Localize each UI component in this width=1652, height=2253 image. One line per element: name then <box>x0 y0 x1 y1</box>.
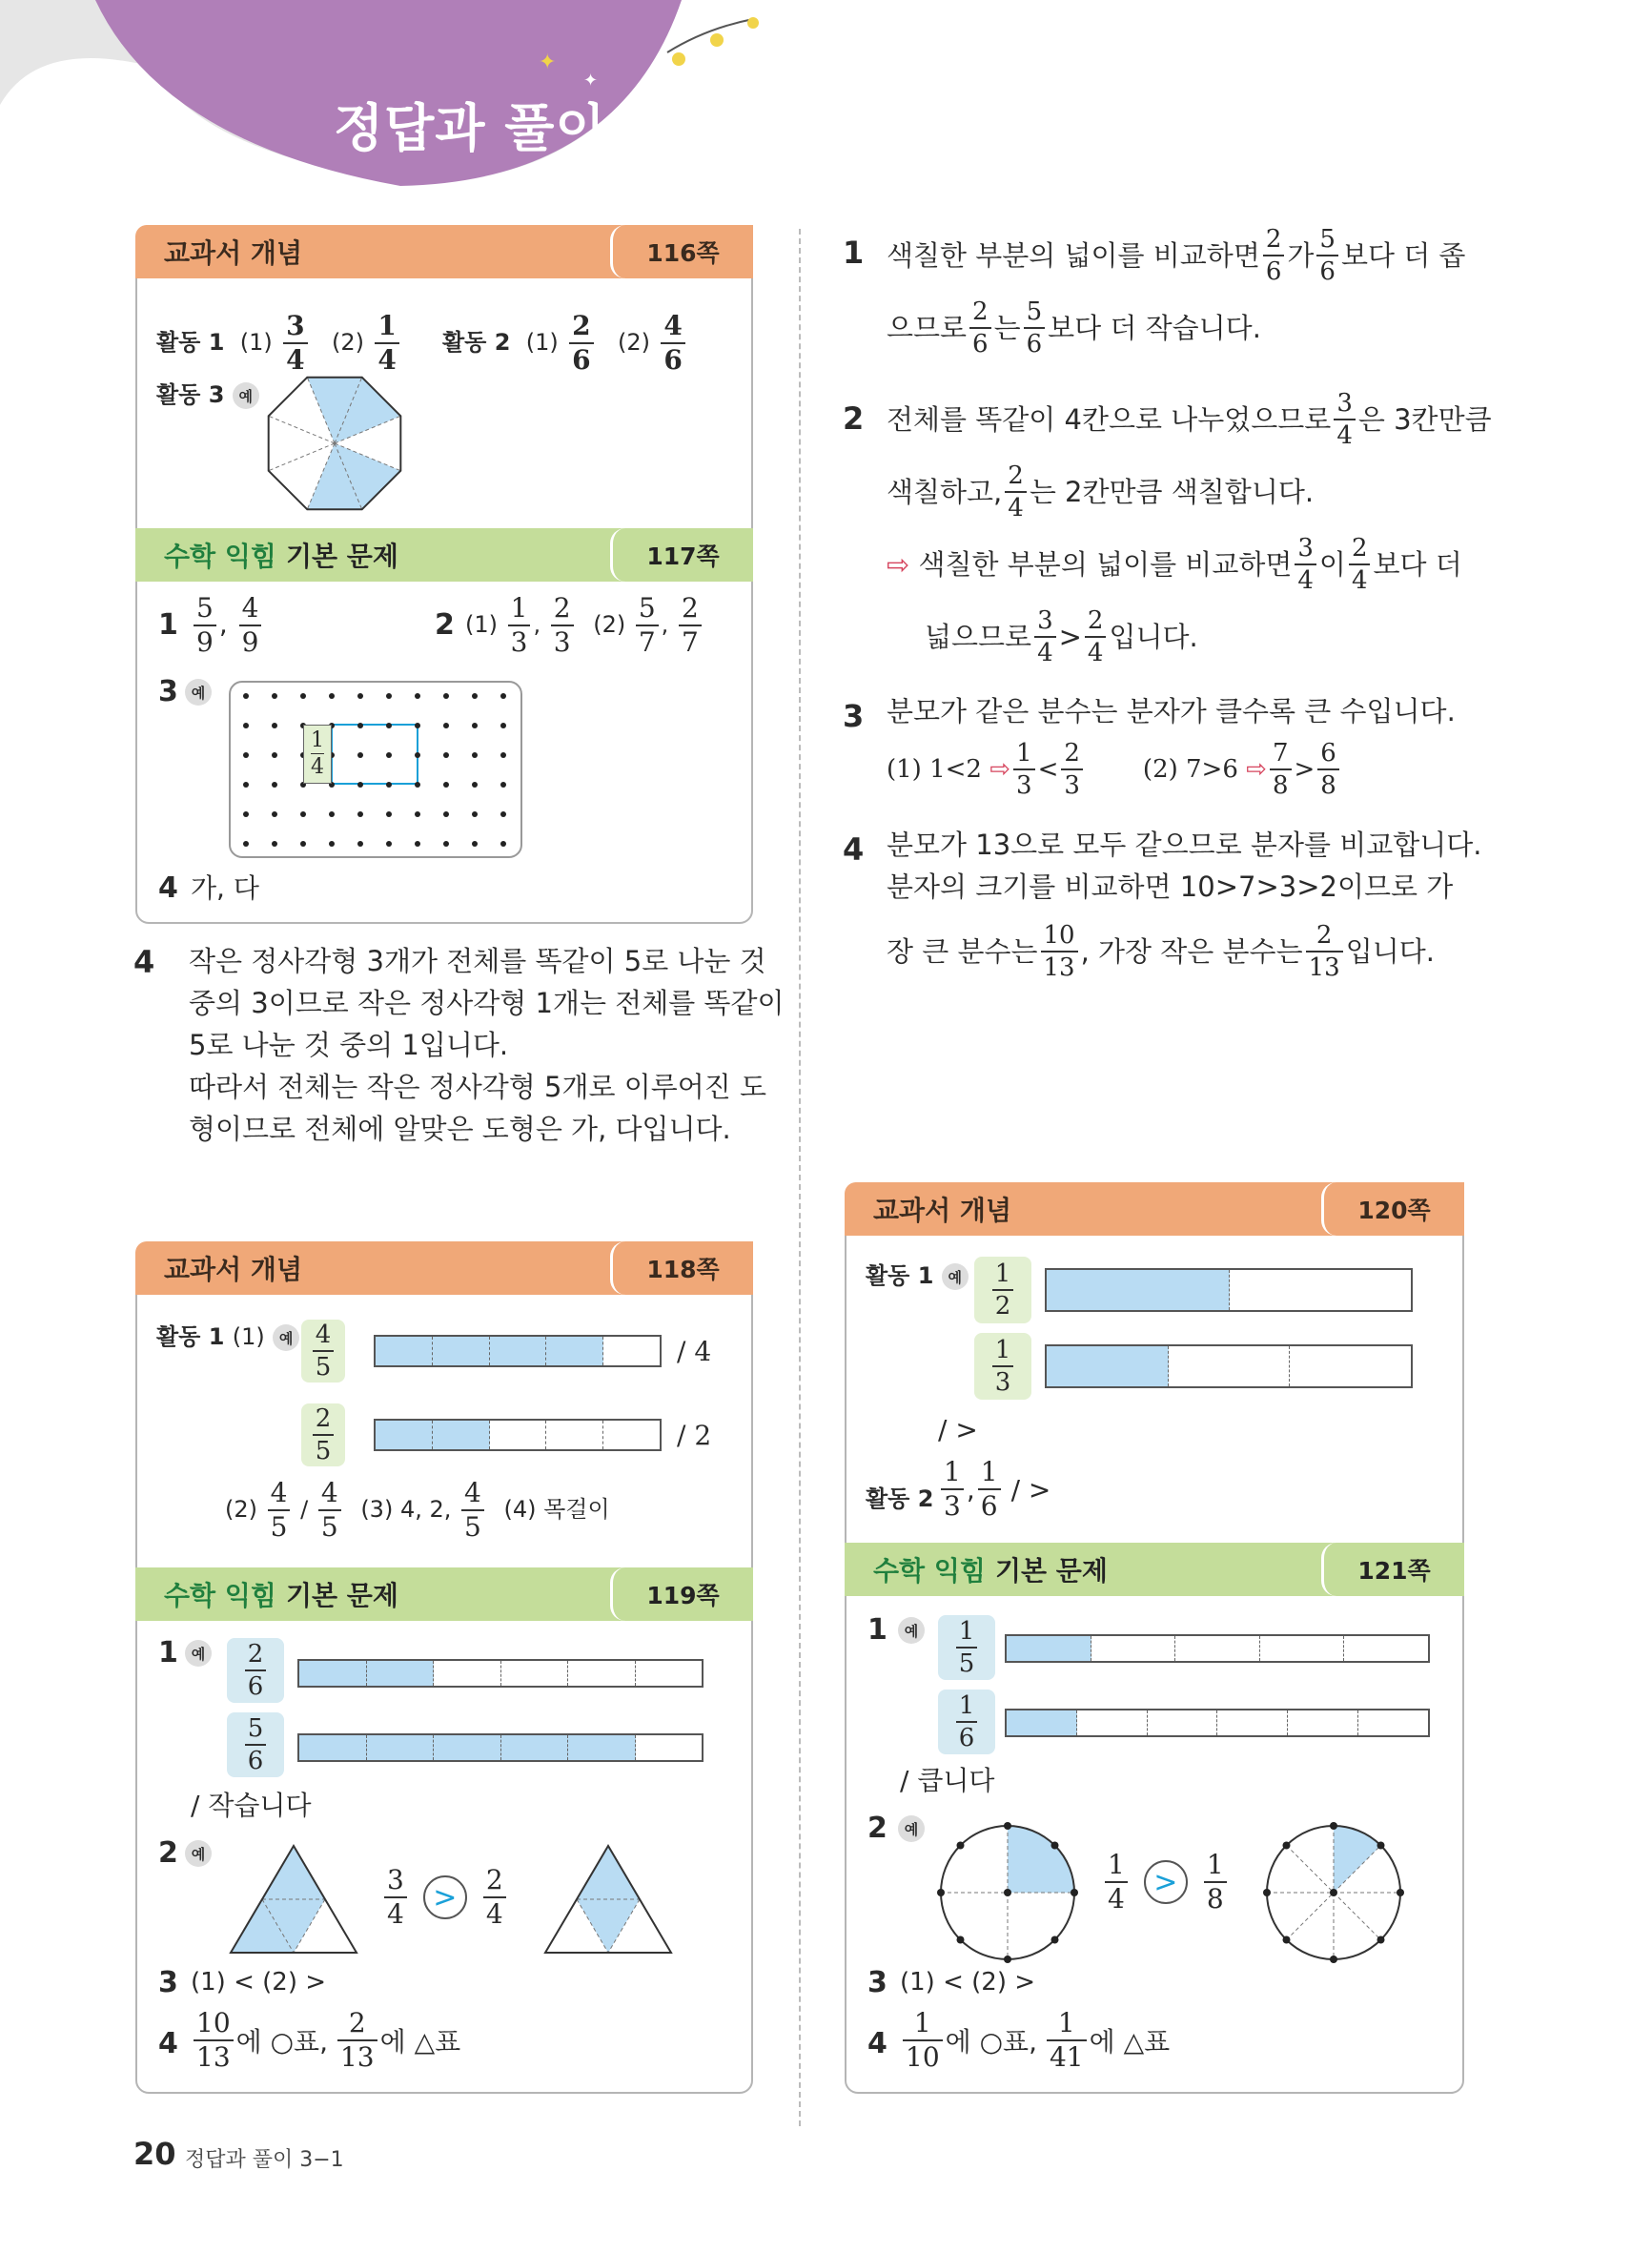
dot-grid <box>229 681 522 858</box>
fraction-tag: 1 3 <box>974 1333 1031 1400</box>
fraction-tag: 2 5 <box>301 1403 345 1466</box>
grid-dot <box>415 723 420 728</box>
q3-answer: (1) < (2) > <box>900 1968 1036 1997</box>
q3-answer: (1) < (2) > <box>191 1968 327 1997</box>
q4-answer: 10 13 에 ○표, 2 13 에 △표 <box>191 2010 460 2071</box>
activity-row-1 <box>156 310 402 376</box>
q2-comparison: 3 4 > 2 4 <box>381 1867 509 1928</box>
box-118-119 <box>135 1241 753 2094</box>
question-number: 1 <box>867 1613 887 1647</box>
bar-cell <box>603 1337 660 1365</box>
explanation-2: 전체를 똑같이 4칸으로 나누었으므로 3 4 은 3칸만큼 색칠하고, 2 4 는 2칸만큼 색칠합니다. ⇨ 색칠한 부분의 넓이를 비교하면 3 4 이 2 4 보다 더 넓으므로 3 4 > 2 4 입니다. <box>887 389 1492 667</box>
bar-cell <box>501 1735 569 1760</box>
label: 활동 2 <box>442 329 511 356</box>
fraction-bar <box>1045 1344 1413 1388</box>
page-number: 20 <box>133 2136 176 2172</box>
grid-dot <box>415 811 420 817</box>
bar-cell <box>490 1421 547 1449</box>
unit-square: 1 4 <box>303 725 332 784</box>
page-ref: 116쪽 <box>610 225 753 278</box>
grid-dot <box>472 782 478 788</box>
question-number: 3 <box>158 1966 178 1999</box>
grid-dot <box>272 752 277 758</box>
bar-cell <box>490 1337 547 1365</box>
bar-cell <box>433 1421 490 1449</box>
grid-dot <box>300 811 306 817</box>
label: (1) <box>239 329 273 356</box>
grid-dot <box>500 693 506 699</box>
header-119 <box>135 1567 753 1621</box>
grid-dot <box>243 693 249 699</box>
bar-cell <box>1169 1346 1291 1386</box>
fraction-bar <box>297 1733 704 1762</box>
grid-dot <box>243 811 249 817</box>
triangle-figure-right <box>541 1842 675 1956</box>
svg-text:✦: ✦ <box>539 51 557 74</box>
header-116 <box>135 225 753 278</box>
fraction-tag: 2 6 <box>227 1638 284 1703</box>
bar-cell <box>1077 1710 1148 1735</box>
question-number: 2 <box>867 1812 887 1845</box>
grid-dot <box>443 782 449 788</box>
q1-answer: $\frac{5}{9}$ , $\frac{4}{9}$ <box>191 595 264 656</box>
question-number: 4 <box>158 871 178 905</box>
bar-cell <box>367 1735 435 1760</box>
q4-answer: 1 10 에 ○표, 1 41 에 △표 <box>900 2010 1170 2071</box>
fraction-tag: 1 5 <box>938 1615 995 1680</box>
bar-cell <box>1047 1270 1230 1310</box>
grid-dot <box>500 782 506 788</box>
grid-dot <box>272 841 277 847</box>
fraction-bar <box>374 1419 662 1451</box>
fraction-bar <box>1005 1709 1430 1737</box>
bar-cell <box>1230 1270 1412 1310</box>
header-title: 교과서 개념 <box>873 1195 1011 1226</box>
grid-dot <box>472 752 478 758</box>
bar-cell <box>568 1735 636 1760</box>
grid-dot <box>272 723 277 728</box>
page-ref: 121쪽 <box>1321 1543 1464 1596</box>
q2-answer: (1) $\frac{1}{3}$ , $\frac{2}{3}$ (2) $\frac{5}{7}$ , $\frac{2}{7}$ <box>465 595 704 656</box>
answer-text: / > <box>938 1414 978 1445</box>
grid-dot <box>415 693 420 699</box>
svg-text:✦: ✦ <box>583 71 599 91</box>
explanation-4: 작은 정사각형 3개가 전체를 똑같이 5로 나눈 것 중의 3이므로 작은 정사각형 1개는 전체를 똑같이 5로 나눈 것 중의 1입니다. 따라서 전체는 작은 정사각형 5개로 이루어진 도 형이므로 전체에 알맞은 도형은 가, 다입니다. <box>189 945 785 1145</box>
header-120 <box>845 1182 1464 1236</box>
bar-cell <box>299 1735 367 1760</box>
grid-dot <box>443 723 449 728</box>
header-title: 기본 문제 <box>285 541 398 572</box>
grid-dot <box>243 782 249 788</box>
grid-dot <box>443 841 449 847</box>
fraction: $\frac{4}{6}$ <box>661 313 684 374</box>
bar-cell <box>568 1661 636 1686</box>
grid-dot <box>272 693 277 699</box>
arrow-icon: ⇨ <box>989 755 1011 784</box>
header-title: 기본 문제 <box>994 1555 1108 1587</box>
bar-cell <box>434 1661 501 1686</box>
fraction-bar <box>1045 1268 1413 1312</box>
header-title: 교과서 개념 <box>164 237 302 269</box>
label: (2) <box>618 329 650 356</box>
fraction: $\frac{3}{4}$ <box>283 313 307 374</box>
compare-circle: > <box>1144 1860 1188 1904</box>
bar-cell <box>1175 1636 1260 1661</box>
bar-cell <box>1007 1710 1077 1735</box>
grid-dot <box>357 811 363 817</box>
q2-comparison: 1 4 > 1 8 <box>1102 1852 1230 1913</box>
example-badge: 예 <box>273 1324 299 1351</box>
grid-dot <box>272 782 277 788</box>
arrow-icon: ⇨ <box>887 547 910 581</box>
grid-dot <box>329 811 335 817</box>
fraction-bar <box>1005 1634 1430 1663</box>
grid-dot <box>386 752 392 758</box>
header-121 <box>845 1543 1464 1596</box>
bar-cell <box>1091 1636 1176 1661</box>
bar-cell <box>1358 1710 1428 1735</box>
example-badge: 예 <box>233 382 259 409</box>
bar-cell <box>1288 1710 1358 1735</box>
grid-dot <box>243 723 249 728</box>
header-118 <box>135 1241 753 1295</box>
grid-dot <box>443 693 449 699</box>
bar-cell <box>433 1337 490 1365</box>
grid-dot <box>472 723 478 728</box>
bar-cell <box>299 1661 367 1686</box>
fraction-tag: 1 6 <box>938 1690 995 1754</box>
bar-cell <box>603 1421 660 1449</box>
fraction-bar <box>374 1335 662 1367</box>
bar-cell <box>1344 1636 1428 1661</box>
grid-dot <box>357 752 363 758</box>
box-120-121 <box>845 1182 1464 2094</box>
question-number: 3 <box>158 675 178 708</box>
activity-1-answers: (2) $\frac{4}{5}$ / $\frac{4}{5}$ (3) 4, 2, $\frac{4}{5}$ (4) 목걸이 <box>225 1477 610 1543</box>
bar-cell <box>1217 1710 1288 1735</box>
header-accent: 수학 익힘 <box>164 541 276 572</box>
explanation-number: 1 <box>843 235 865 271</box>
activity-1-label: 활동 1 예 <box>866 1257 969 1290</box>
bar-cell <box>376 1421 433 1449</box>
fraction-tag: 1 2 <box>974 1257 1031 1323</box>
q1-answer: / 작습니다 <box>191 1790 312 1821</box>
grid-dot <box>386 782 392 788</box>
grid-dot <box>472 811 478 817</box>
explanation-1: 색칠한 부분의 넓이를 비교하면 2 6 가 5 6 보다 더 좁 으므로 2 6 는 5 6 보다 더 작습니다. <box>887 225 1466 358</box>
bar-cell <box>546 1421 603 1449</box>
question-number: 3 <box>867 1966 887 1999</box>
activity-1-label: 활동 1 (1) 예 <box>156 1318 299 1351</box>
grid-dot <box>386 811 392 817</box>
example-badge: 예 <box>185 1840 212 1867</box>
bar-cell <box>1260 1636 1345 1661</box>
header-117 <box>135 528 753 582</box>
grid-dot <box>272 811 277 817</box>
grid-dot <box>500 752 506 758</box>
q1-answer: / 큽니다 <box>900 1765 995 1796</box>
grid-dot <box>415 782 420 788</box>
bar-cell <box>376 1337 433 1365</box>
grid-dot <box>472 841 478 847</box>
question-number: 1 <box>158 1636 178 1669</box>
answer-text: / 2 <box>677 1420 712 1451</box>
circle-quarter-figure <box>936 1821 1079 1964</box>
example-badge: 예 <box>898 1815 925 1842</box>
grid-dot <box>443 811 449 817</box>
answer-text: / 4 <box>677 1336 712 1367</box>
bar-cell <box>1290 1346 1411 1386</box>
fraction: $\frac{1}{4}$ <box>375 313 398 374</box>
explanation-number: 4 <box>133 944 155 980</box>
grid-dot <box>357 723 363 728</box>
question-number: 4 <box>158 2027 178 2060</box>
grid-dot <box>386 841 392 847</box>
label: (2) <box>332 329 364 356</box>
question-number: 4 <box>867 2027 887 2060</box>
label: (1) <box>525 329 559 356</box>
header-accent: 수학 익힘 <box>164 1580 276 1611</box>
column-divider <box>799 229 801 2126</box>
circle-eighth-figure <box>1262 1821 1405 1964</box>
grid-dot <box>357 782 363 788</box>
example-badge: 예 <box>185 679 212 706</box>
page-ref: 118쪽 <box>610 1241 753 1295</box>
bar-cell <box>546 1337 603 1365</box>
book-title: 정답과 풀이 3−1 <box>185 2148 344 2172</box>
grid-dot <box>415 841 420 847</box>
octagon-figure <box>263 372 406 515</box>
bar-cell <box>367 1661 435 1686</box>
activity-2-answer: 1 3 , 1 6 / > <box>938 1459 1050 1520</box>
grid-dot <box>500 841 506 847</box>
question-number: 2 <box>435 608 455 642</box>
grid-dot <box>443 752 449 758</box>
fraction-tag: 5 6 <box>227 1712 284 1777</box>
grid-dot <box>300 693 306 699</box>
fraction-bar <box>297 1659 704 1688</box>
grid-dot <box>243 752 249 758</box>
activity-3-label: 활동 3 예 <box>156 376 259 409</box>
compare-circle: > <box>423 1875 467 1919</box>
page-title: 정답과 풀이 <box>334 98 606 158</box>
fraction-tag: 4 5 <box>301 1320 345 1383</box>
explanation-3: 분모가 같은 분수는 분자가 클수록 큰 수입니다. (1) 1<2 ⇨ 1 3 < 2 3 (2) 7>6 ⇨ 7 8 > 6 8 <box>887 695 1456 800</box>
question-number: 1 <box>158 608 178 642</box>
bar-cell <box>1007 1636 1091 1661</box>
header-title: 기본 문제 <box>285 1580 398 1611</box>
page-ref: 120쪽 <box>1321 1182 1464 1236</box>
grid-dot <box>415 752 420 758</box>
shape-outline <box>332 725 418 784</box>
bar-cell <box>636 1735 703 1760</box>
grid-dot <box>329 693 335 699</box>
explanation-number: 2 <box>843 400 865 437</box>
example-badge: 예 <box>942 1263 969 1290</box>
activity-2-label: 활동 2 <box>866 1485 934 1512</box>
bar-cell <box>1047 1346 1169 1386</box>
explanation-4-right: 분모가 13으로 모두 같으므로 분자를 비교합니다. 분자의 크기를 비교하면 10>7>3>2이므로 가 장 큰 분수는 10 13 , 가장 작은 분수는 2 13 입니다. <box>887 829 1482 982</box>
bar-cell <box>434 1735 501 1760</box>
grid-dot <box>472 693 478 699</box>
grid-dot <box>357 693 363 699</box>
question-number: 2 <box>158 1836 178 1870</box>
explanation-number: 3 <box>843 698 865 734</box>
grid-dot <box>500 723 506 728</box>
q4-answer: 가, 다 <box>191 872 259 904</box>
grid-dot <box>386 693 392 699</box>
activity-row-2 <box>442 310 688 376</box>
header-accent: 수학 익힘 <box>873 1555 986 1587</box>
bar-cell <box>636 1661 703 1686</box>
header-title: 교과서 개념 <box>164 1254 302 1285</box>
grid-dot <box>357 841 363 847</box>
grid-dot <box>386 723 392 728</box>
grid-dot <box>243 841 249 847</box>
page-ref: 117쪽 <box>610 528 753 582</box>
grid-dot <box>329 841 335 847</box>
example-badge: 예 <box>898 1617 925 1644</box>
label: 활동 1 <box>156 329 225 356</box>
example-badge: 예 <box>185 1640 212 1667</box>
bar-cell <box>501 1661 569 1686</box>
fraction: $\frac{2}{6}$ <box>569 313 593 374</box>
grid-dot <box>300 841 306 847</box>
explanation-number: 4 <box>843 831 865 868</box>
box-116-117 <box>135 225 753 924</box>
triangle-figure-left <box>227 1842 360 1956</box>
grid-dot <box>500 811 506 817</box>
page-ref: 119쪽 <box>610 1567 753 1621</box>
bar-cell <box>1148 1710 1218 1735</box>
